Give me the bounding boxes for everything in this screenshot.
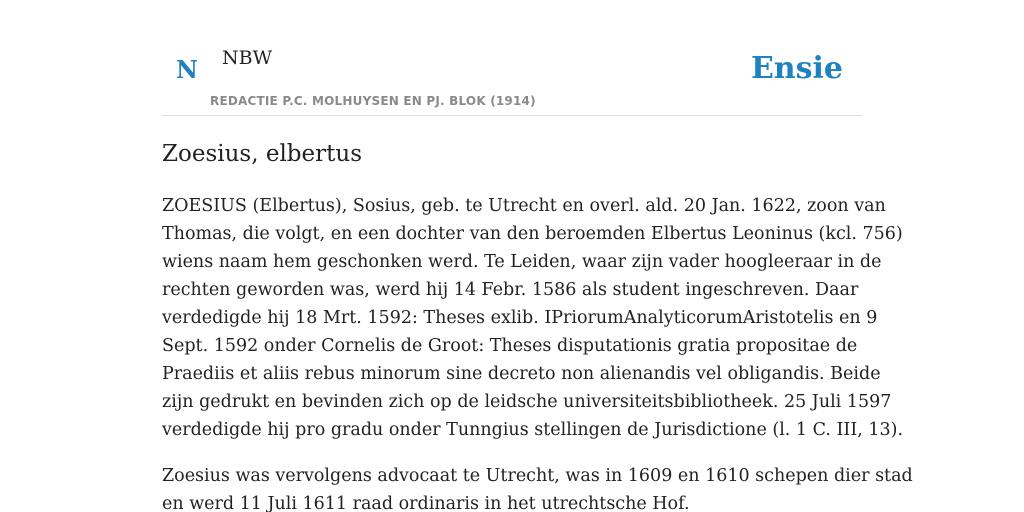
publication-logo[interactable]: N <box>176 55 198 84</box>
paragraph-line: ZOESIUS (Elbertus), Sosius, geb. te Utrecht en overl. ald. 20 Jan. 1622, zoon van <box>162 196 886 216</box>
header <box>162 0 862 116</box>
article-title: Zoesius, elbertus <box>162 141 362 167</box>
publication-title[interactable]: NBW <box>222 47 273 69</box>
article-body <box>162 192 913 512</box>
paragraph-line: Sept. 1592 onder Cornelis de Groot: Theses disputationis gratia propositae de <box>162 336 858 356</box>
paragraph-line: zijn gedrukt en bevinden zich op de leidsche universiteitsbibliotheek. 25 Juli 1597 <box>162 392 892 412</box>
paragraph-line: Praediis et aliis rebus minorum sine decreto non alienandis vel obligandis. Beide <box>162 364 881 384</box>
paragraph-line: Zoesius was vervolgens advocaat te Utrecht, was in 1609 en 1610 schepen dier stad <box>162 466 913 486</box>
publication-editors: REDACTIE P.C. MOLHUYSEN EN PJ. BLOK (1914) <box>210 94 536 108</box>
paragraph-line: wiens naam hem geschonken werd. Te Leiden, waar zijn vader hoogleeraar in de <box>162 252 882 272</box>
paragraph-line: Thomas, die volgt, en een dochter van den beroemden Elbertus Leoninus (kcl. 756) <box>162 224 903 244</box>
paragraph-line: verdedigde hij pro gradu onder Tunngius stellingen de Jurisdictione (l. 1 C. III, 13). <box>162 420 904 440</box>
article-paragraph <box>162 462 913 512</box>
article-paragraph <box>162 192 904 444</box>
paragraph-line: verdedigde hij 18 Mrt. 1592: Theses exlib. IPriorumAnalyticorumAristotelis en 9 <box>162 308 878 328</box>
brand-logo[interactable]: Ensie <box>750 51 843 86</box>
paragraph-line: rechten geworden was, werd hij 14 Febr. 1586 als student ingeschreven. Daar <box>162 280 859 300</box>
paragraph-line: en werd 11 Juli 1611 raad ordinaris in het utrechtsche Hof. <box>162 494 690 512</box>
